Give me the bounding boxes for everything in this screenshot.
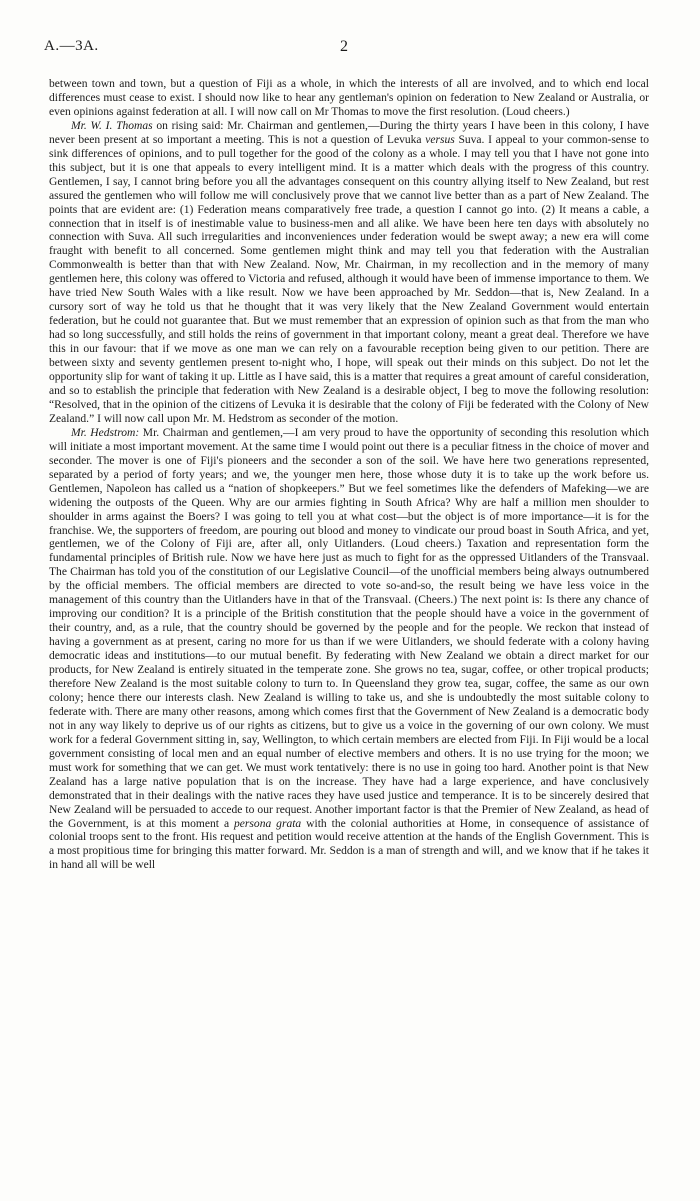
speaker-name: Mr. Hedstrom: — [71, 426, 140, 439]
paragraph-continuation — [49, 78, 649, 120]
speaker-name: Mr. W. I. Thomas — [71, 119, 153, 132]
document-reference: A.—3A. — [44, 38, 99, 54]
paragraph-thomas-speech — [49, 120, 649, 427]
paragraph-text: Suva. I appeal to your common-sense to sink differences of opinions, and to pull together for the good of the colony as a whole. I may tell you that I have not gone into this subject, but it is one that appeals to every intelligent mind. It is a matter which deals with the progress of this country. Gentlemen, I say, I cannot bring before you all the advantages consequent on this country allying itself to New Zealand, but rest assured the gentlemen who will follow me will conclusively prove that we cannot live better than as a part of New Zealand. The points that are evident are: (1) Federation means comparatively free trade, a question I cannot go into. (2) It means a cable, a connection that in itself is of inestimable value to business-men and all alike. We have been here ten days with absolutely no connection with Suva. All such irregularities and inconveniences under federation would be swept away; a new era will come fraught with benefit to all concerned. Some gentlemen might think and may tell you that federation with the Australian Commonwealth is better than that with New Zealand. Now, Mr. Chairman, in my recollection and in the memory of many gentlemen here, this colony was offered to Victoria and refused, although it would have been of immense importance to them. We have tried New South Wales with a like result. Now we have been approached by Mr. Seddon—that is, New Zealand. In a cursory sort of way he told us that he thought that it was very likely that the New Zealand Government would entertain federation, but he could not guarantee that. But we must remember that an expression of opinion such as that from the man who had so long successfully, and still holds the reins of government in that important colony, meant a great deal. Therefore we have this in our favour: that if we move as one man we can rely on a favourable reception being given to our petition. There are between sixty and seventy gentlemen present to-night who, I hope, will speak out their minds on this subject. Do not let the opportunity slip for want of taking it up. Little as I have said, this is a matter that requires a great amount of careful consideration, and so to establish the principle that federation with New Zealand is a desirable object, I beg to move the following resolution: “Resolved, that in the opinion of the citizens of Levuka it is desirable that the colony of Fiji be federated with the Colony of New Zealand.” I will now call upon Mr. M. Hedstrom as seconder of the motion. — [49, 133, 650, 425]
paragraph-text: on rising said: Mr. Chairman and gentlemen,—During the thirty years I have been in this colony, I have never been present at so important a meeting. This is not a question of Levuka — [49, 119, 649, 146]
paragraph-hedstrom-speech — [49, 427, 649, 874]
italic-term: versus — [425, 133, 455, 146]
page-number: 2 — [340, 38, 348, 55]
paragraph-text: between town and town, but a question of Fiji as a whole, in which the interests of all are involved, and to which end local differences must cease to exist. I should now like to hear any gentleman's opinion on federation to New Zealand or Australia, or even opinions against federation at all. I will now call on Mr Thomas to move the first resolution. (Loud cheers.) — [49, 78, 649, 118]
body-text — [49, 78, 649, 873]
italic-term: persona grata — [234, 817, 302, 830]
paragraph-text: Mr. Chairman and gentlemen,—I am very proud to have the opportunity of seconding this resolution which will initiate a most important movement. At the same time I would point out there is a peculiar fitness in the choice of mover and seconder. The mover is one of Fiji's pioneers and the seconder a son of the soil. We have here two generations represented, separated by a period of forty years; and we, the younger men here, those whose duty it is to take up the work before us. Gentlemen, Napoleon has called us a “nation of shopkeepers.” But we feel sometimes like the defenders of Mafeking—we are widening the outposts of the Queen. Why are our armies fighting in South Africa? Why are half a million men shoulder to shoulder in arms against the Boers? I was going to tell you at what cost—but the object is of more importance—it is for the franchise. We, the supporters of freedom, are pouring out blood and money to vindicate our proud boast in South Africa, and yet, gentlemen, we of the Colony of Fiji are, after all, only Uitlanders. (Loud cheers.) Taxation and representation form the fundamental principles of British rule. Now we have here just as much to fight for as the oppressed Uitlanders of the Transvaal. The Chairman has told you of the constitution of our Legislative Council—of the unofficial members being always outnumbered by the official members. The official members are directed to vote so-and-so, the result being we have less voice in the management of this country than the Uitlanders have in that of the Transvaal. (Cheers.) The next point is: Is there any chance of improving our condition? It is a principle of the British constitution that the people should have a voice in the government of their country, and, as a rule, that the country should be governed by the people and for the people. We reckon that instead of having a government as at present, caring no more for us than if we were Uitlanders, we should federate with a colony having democratic ideas and institutions—to our mutual benefit. By federating with New Zealand we obtain a direct market for our products, for New Zealand is entirely situated in the temperate zone. She grows no tea, sugar, coffee, or other tropical products; therefore New Zealand is the most suitable colony to turn to. In Queensland they grow tea, sugar, coffee, the same as our own colony; hence there our interests clash. New Zealand is willing to take us, and she is undoubtedly the most suitable colony to federate with. There are many other reasons, among which comes first that the Government of New Zealand is a democratic body not in any way likely to deprive us of our rights as citizens, but to give us a voice in the governing of our own colony. We must work for a federal Government sitting in, say, Wellington, to which certain members are elected from Fiji. In Fiji would be a local government consisting of local men and an equal number of elective members and others. It is no use trying for the moon; we must work for something that we can get. We must work tentatively: there is no use in going too hard. Another point is that New Zealand has a large native population that is on the increase. They have had a large experience, and have conclusively demonstrated that in their dealings with the native races they have used justice and temperance. It is to be sincerely desired that New Zealand will be persuaded to accede to our request. Another important factor is that the Premier of New Zealand, as head of the Government, is at this moment a — [49, 426, 649, 830]
paragraph-text: with the colonial authorities at Home, in consequence of assistance of colonial troops sent to the front. His request and petition would receive attention at the hands of the English Government. This is a most propitious time for bringing this matter forward. Mr. Seddon is a man of strength and will, and we know that if he takes it in hand all will be well — [49, 817, 650, 872]
